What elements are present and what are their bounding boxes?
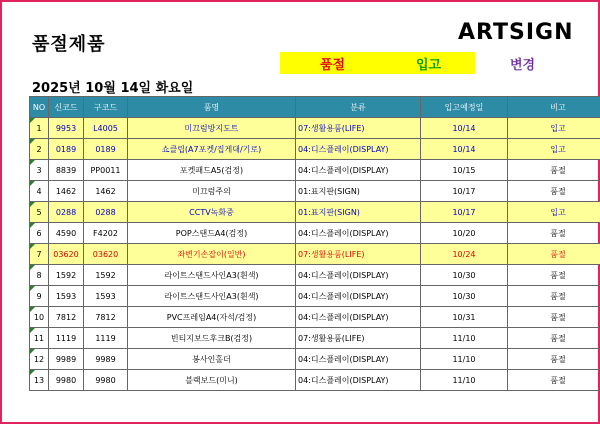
cell-no[interactable] (30, 286, 49, 307)
cell-no-text: 13 (33, 375, 45, 385)
cell-old-code[interactable] (84, 244, 128, 265)
cell-old-code-text: 1593 (95, 291, 116, 301)
cell-no[interactable] (30, 244, 49, 265)
cell-arrival-date[interactable] (421, 286, 508, 307)
cell-product-name-text: 포켓패드A5(검정) (179, 165, 244, 175)
legend-incoming: 입고 (416, 58, 442, 73)
cell-product-name-text: CCTV녹화중 (189, 207, 234, 217)
cell-new-code[interactable] (49, 286, 84, 307)
cell-arrival-date[interactable] (421, 244, 508, 265)
cell-arrival-date-text: 10/24 (452, 249, 476, 259)
cell-no-text: 4 (36, 186, 42, 196)
table-row[interactable] (30, 202, 600, 223)
cell-product-name[interactable] (128, 286, 296, 307)
cell-old-code[interactable] (84, 202, 128, 223)
cell-category-text: 07:생활용품(LIFE) (298, 333, 365, 343)
col-header-product-name: 품명 (128, 97, 296, 118)
cell-old-code[interactable] (84, 160, 128, 181)
cell-product-name[interactable] (128, 328, 296, 349)
col-header-note: 비고 (508, 97, 600, 118)
cell-new-code-text: 9980 (55, 375, 77, 385)
cell-old-code-text: 0288 (95, 207, 116, 217)
cell-note-text: 입고 (550, 123, 566, 133)
cell-category[interactable] (296, 370, 421, 391)
table-header-row (30, 97, 600, 118)
cell-category-text: 04:디스플레이(DISPLAY) (298, 375, 389, 385)
cell-note[interactable] (508, 307, 600, 328)
table-row[interactable] (30, 307, 600, 328)
corner-marker-icon (30, 223, 35, 228)
cell-note[interactable] (508, 370, 600, 391)
cell-product-name-text: 쇼클립(A7포켓/집게대/기로) (161, 144, 262, 154)
cell-note[interactable] (508, 244, 600, 265)
cell-note-text: 입고 (550, 144, 566, 154)
cell-new-code-text: 1593 (55, 291, 77, 301)
legend-sold: 품절 (320, 58, 346, 73)
cell-product-name[interactable] (128, 139, 296, 160)
cell-category[interactable] (296, 286, 421, 307)
cell-new-code[interactable] (49, 349, 84, 370)
corner-marker-icon (30, 181, 35, 186)
cell-old-code-text: 0189 (95, 144, 116, 154)
cell-new-code-text: 1592 (55, 270, 77, 280)
cell-new-code-text: 9989 (55, 354, 77, 364)
cell-category[interactable] (296, 160, 421, 181)
cell-note[interactable] (508, 160, 600, 181)
cell-note[interactable] (508, 139, 600, 160)
cell-arrival-date-text: 10/14 (452, 123, 476, 133)
cell-arrival-date-text: 10/17 (452, 207, 476, 217)
table-row[interactable] (30, 349, 600, 370)
cell-note-text: 품절 (550, 186, 566, 196)
cell-no-text: 2 (36, 144, 42, 154)
cell-arrival-date-text: 10/14 (452, 144, 476, 154)
cell-category-text: 04:디스플레이(DISPLAY) (298, 144, 389, 154)
cell-arrival-date[interactable] (421, 265, 508, 286)
cell-old-code[interactable] (84, 370, 128, 391)
product-table (29, 96, 600, 391)
cell-arrival-date[interactable] (421, 181, 508, 202)
cell-arrival-date[interactable] (421, 328, 508, 349)
cell-product-name-text: 빈티지보드후크B(검정) (170, 333, 253, 343)
cell-category[interactable] (296, 328, 421, 349)
cell-product-name[interactable] (128, 118, 296, 139)
cell-arrival-date[interactable] (421, 139, 508, 160)
cell-old-code[interactable] (84, 286, 128, 307)
cell-category[interactable] (296, 265, 421, 286)
corner-marker-icon (30, 139, 35, 144)
cell-note-text: 품절 (550, 249, 566, 259)
table-row[interactable] (30, 370, 600, 391)
cell-note[interactable] (508, 223, 600, 244)
cell-new-code[interactable] (49, 202, 84, 223)
cell-new-code[interactable] (49, 307, 84, 328)
cell-no[interactable] (30, 160, 49, 181)
cell-old-code-text: PP0011 (90, 165, 121, 175)
cell-new-code[interactable] (49, 328, 84, 349)
col-header-no: NO (30, 97, 49, 118)
cell-no-text: 9 (36, 291, 42, 301)
cell-old-code[interactable] (84, 118, 128, 139)
cell-no[interactable] (30, 349, 49, 370)
cell-new-code[interactable] (49, 160, 84, 181)
cell-old-code[interactable] (84, 307, 128, 328)
cell-old-code[interactable] (84, 328, 128, 349)
corner-marker-icon (30, 286, 35, 291)
cell-category[interactable] (296, 139, 421, 160)
table-row[interactable] (30, 265, 600, 286)
cell-note-text: 품절 (550, 333, 566, 343)
cell-no-text: 1 (36, 123, 42, 133)
cell-no-text: 7 (36, 249, 42, 259)
cell-note-text: 품절 (550, 312, 566, 322)
cell-product-name[interactable] (128, 181, 296, 202)
cell-product-name-text: 라이트스탠드사인A3(흰색) (164, 291, 259, 301)
cell-category[interactable] (296, 244, 421, 265)
cell-product-name[interactable] (128, 307, 296, 328)
cell-new-code[interactable] (49, 265, 84, 286)
cell-product-name-text: 좌변기손잡이(일반) (177, 249, 246, 259)
table-row[interactable] (30, 244, 600, 265)
cell-note[interactable] (508, 265, 600, 286)
corner-marker-icon (30, 328, 35, 333)
cell-category-text: 04:디스플레이(DISPLAY) (298, 270, 389, 280)
cell-arrival-date-text: 10/17 (452, 186, 476, 196)
cell-no[interactable] (30, 370, 49, 391)
cell-old-code-text: 1462 (95, 186, 116, 196)
cell-product-name-text: 미끄럼방지도트 (184, 123, 239, 133)
cell-new-code[interactable] (49, 223, 84, 244)
corner-marker-icon (30, 202, 35, 207)
cell-arrival-date-text: 10/30 (452, 270, 476, 280)
cell-new-code[interactable] (49, 181, 84, 202)
cell-no[interactable] (30, 328, 49, 349)
cell-old-code[interactable] (84, 181, 128, 202)
cell-old-code-text: 1592 (95, 270, 116, 280)
col-header-category: 분류 (296, 97, 421, 118)
cell-arrival-date[interactable] (421, 118, 508, 139)
cell-arrival-date[interactable] (421, 307, 508, 328)
cell-note[interactable] (508, 349, 600, 370)
table-row[interactable] (30, 223, 600, 244)
cell-product-name-text: PVC프레임A4(자석/검정) (166, 312, 257, 322)
table-row[interactable] (30, 328, 600, 349)
cell-category-text: 01:표지판(SIGN) (298, 186, 360, 196)
cell-product-name[interactable] (128, 370, 296, 391)
corner-marker-icon (30, 370, 35, 375)
legend-change: 변경 (510, 58, 536, 73)
cell-old-code-text: L4005 (93, 123, 118, 133)
corner-marker-icon (30, 307, 35, 312)
cell-new-code-text: 7812 (55, 312, 77, 322)
cell-arrival-date-text: 11/10 (452, 354, 476, 364)
cell-arrival-date-text: 10/30 (452, 291, 476, 301)
cell-no[interactable] (30, 118, 49, 139)
cell-category-text: 07:생활용품(LIFE) (298, 123, 365, 133)
cell-product-name-text: 블랙보드(미니) (185, 375, 238, 385)
cell-no[interactable] (30, 265, 49, 286)
cell-note-text: 품절 (550, 375, 566, 385)
cell-new-code[interactable] (49, 118, 84, 139)
cell-product-name-text: POP스탠드A4(검정) (175, 228, 248, 238)
cell-category-text: 04:디스플레이(DISPLAY) (298, 312, 389, 322)
cell-new-code-text: 1119 (55, 333, 77, 343)
cell-product-name[interactable] (128, 160, 296, 181)
cell-no[interactable] (30, 202, 49, 223)
cell-category[interactable] (296, 349, 421, 370)
cell-no-text: 11 (33, 333, 45, 343)
cell-category-text: 04:디스플레이(DISPLAY) (298, 228, 389, 238)
cell-arrival-date[interactable] (421, 370, 508, 391)
cell-new-code-text: 0288 (55, 207, 77, 217)
corner-marker-icon (30, 244, 35, 249)
table-row[interactable] (30, 286, 600, 307)
cell-no[interactable] (30, 181, 49, 202)
cell-old-code[interactable] (84, 139, 128, 160)
cell-no-text: 6 (36, 228, 42, 238)
cell-note[interactable] (508, 286, 600, 307)
cell-note[interactable] (508, 328, 600, 349)
cell-category[interactable] (296, 181, 421, 202)
cell-no-text: 8 (36, 270, 42, 280)
cell-arrival-date-text: 11/10 (452, 333, 476, 343)
cell-arrival-date[interactable] (421, 160, 508, 181)
cell-arrival-date-text: 11/10 (452, 375, 476, 385)
cell-arrival-date[interactable] (421, 202, 508, 223)
cell-new-code-text: 03620 (53, 249, 79, 259)
cell-new-code-text: 1462 (55, 186, 77, 196)
cell-note-text: 품절 (550, 270, 566, 280)
col-header-old-code: 구코드 (84, 97, 128, 118)
corner-marker-icon (30, 265, 35, 270)
cell-old-code-text: 9980 (95, 375, 116, 385)
cell-new-code[interactable] (49, 370, 84, 391)
cell-arrival-date-text: 10/15 (452, 165, 476, 175)
table-row[interactable] (30, 181, 600, 202)
cell-new-code-text: 8839 (55, 165, 77, 175)
cell-note-text: 품절 (550, 165, 566, 175)
cell-category[interactable] (296, 307, 421, 328)
cell-note[interactable] (508, 181, 600, 202)
cell-arrival-date-text: 10/31 (452, 312, 476, 322)
cell-note[interactable] (508, 118, 600, 139)
cell-old-code-text: 1119 (95, 333, 116, 343)
cell-arrival-date[interactable] (421, 223, 508, 244)
legend-highlight (280, 52, 475, 74)
cell-category-text: 07:생활용품(LIFE) (298, 249, 365, 259)
cell-new-code-text: 9953 (55, 123, 77, 133)
report-date: 2025년 10월 14일 화요일 (32, 81, 194, 96)
cell-note[interactable] (508, 202, 600, 223)
cell-note-text: 품절 (550, 354, 566, 364)
cell-old-code-text: 03620 (92, 249, 119, 259)
cell-no-text: 3 (36, 165, 42, 175)
brand-logo: ARTSIGN (458, 20, 574, 45)
cell-old-code[interactable] (84, 223, 128, 244)
cell-category[interactable] (296, 202, 421, 223)
corner-marker-icon (30, 349, 35, 354)
col-header-new-code: 신코드 (49, 97, 84, 118)
cell-product-name-text: 봉사인홀더 (192, 354, 231, 364)
cell-product-name[interactable] (128, 223, 296, 244)
cell-product-name-text: 미끄럼주의 (192, 186, 231, 196)
cell-category[interactable] (296, 118, 421, 139)
cell-note-text: 품절 (550, 228, 566, 238)
cell-note-text: 입고 (550, 207, 566, 217)
page-title: 품절제품 (32, 34, 106, 55)
cell-old-code[interactable] (84, 265, 128, 286)
cell-note-text: 품절 (550, 291, 566, 301)
corner-marker-icon (30, 118, 35, 123)
cell-no-text: 12 (33, 354, 45, 364)
cell-category[interactable] (296, 223, 421, 244)
cell-old-code[interactable] (84, 349, 128, 370)
table-row[interactable] (30, 118, 600, 139)
cell-old-code-text: F4202 (93, 228, 118, 238)
cell-product-name[interactable] (128, 202, 296, 223)
cell-category-text: 04:디스플레이(DISPLAY) (298, 165, 389, 175)
col-header-arrival-date: 입고예정일 (421, 97, 508, 118)
cell-new-code-text: 0189 (55, 144, 77, 154)
cell-no[interactable] (30, 139, 49, 160)
cell-new-code[interactable] (49, 244, 84, 265)
corner-marker-icon (30, 160, 35, 165)
cell-arrival-date-text: 10/20 (452, 228, 476, 238)
cell-product-name[interactable] (128, 244, 296, 265)
table-row[interactable] (30, 139, 600, 160)
cell-arrival-date[interactable] (421, 349, 508, 370)
cell-category-text: 04:디스플레이(DISPLAY) (298, 291, 389, 301)
cell-no-text: 10 (33, 312, 45, 322)
table-row[interactable] (30, 160, 600, 181)
cell-new-code-text: 4590 (55, 228, 77, 238)
cell-category-text: 01:표지판(SIGN) (298, 207, 360, 217)
cell-category-text: 04:디스플레이(DISPLAY) (298, 354, 389, 364)
cell-product-name[interactable] (128, 265, 296, 286)
cell-old-code-text: 9989 (95, 354, 116, 364)
cell-no[interactable] (30, 307, 49, 328)
cell-product-name[interactable] (128, 349, 296, 370)
cell-no-text: 5 (36, 207, 42, 217)
cell-no[interactable] (30, 223, 49, 244)
cell-product-name-text: 라이트스탠드사인A3(흰색) (164, 270, 259, 280)
cell-old-code-text: 7812 (95, 312, 116, 322)
cell-new-code[interactable] (49, 139, 84, 160)
